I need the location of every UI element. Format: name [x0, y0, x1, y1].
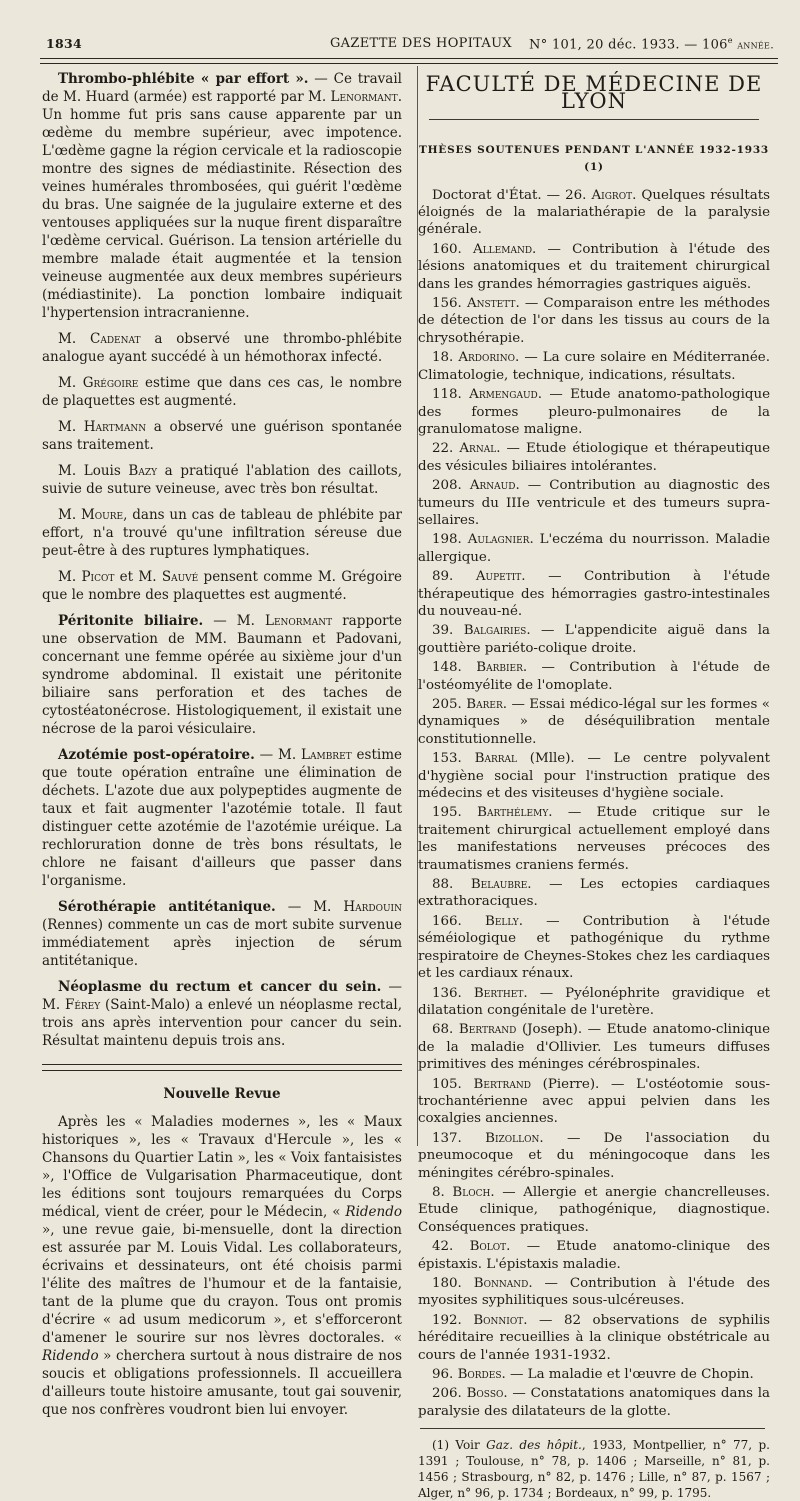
paragraph-ridendo	[42, 1113, 402, 1419]
heading-peritonite: Péritonite biliaire.	[58, 613, 204, 629]
thesis-author: Arnal	[459, 441, 497, 457]
thesis-entry	[418, 1238, 770, 1273]
author-name: Férey	[64, 997, 101, 1013]
thesis-title: . — Comparaison entre les méthodes de détection de l'or dans les tissus au cours de la chrysothérapie.	[418, 296, 770, 346]
thesis-number: 8.	[432, 1184, 453, 1200]
thesis-author: Armengaud	[469, 387, 538, 403]
thesis-number: 148.	[432, 660, 477, 676]
text: — M.	[203, 613, 265, 629]
thesis-entry	[418, 187, 770, 239]
right-column	[418, 70, 770, 1501]
text: — Ce travail de M. Huard (armée) est rapporté par M.	[42, 71, 402, 105]
text: (Saint-Malo) a enlevé un néoplasme rectal, trois ans après intervention pour cancer du sein. Résultat maintenu depuis trois ans.	[42, 997, 403, 1049]
text: — M.	[275, 899, 344, 915]
paragraph-neoplasme	[42, 978, 402, 1050]
thesis-title: (Joseph). — Etude anatomo-clinique de la maladie d'Ollivier. Les tumeurs diffuses primitives des méninges cérébrospinales.	[418, 1022, 770, 1073]
theses-title: THÈSES SOUTENUES PENDANT L'ANNÉE 1932-1933 (1)	[418, 143, 770, 174]
issue-sup: e	[727, 36, 733, 45]
thesis-entry	[418, 477, 770, 529]
thesis-title: . — Allergie et anergie chancrelleuses. Etude clinique, pathogénique, diagnostique. Conséquences pratiques.	[418, 1184, 770, 1235]
paragraph-moure	[42, 506, 402, 560]
heading-serotherapie: Sérothérapie antitétanique.	[58, 899, 276, 915]
text: M.	[58, 507, 81, 523]
thesis-author: Belly	[485, 913, 519, 929]
text: M. Louis	[58, 463, 129, 479]
thesis-number: 136.	[432, 985, 474, 1001]
author-name: Bazy	[128, 463, 158, 479]
thesis-entry	[418, 1076, 770, 1128]
thesis-entry	[418, 622, 770, 657]
footnote-rule	[420, 1428, 765, 1429]
paragraph-picot-sauve	[42, 568, 402, 604]
thesis-author: Bonnand	[473, 1276, 529, 1291]
thesis-entry	[418, 1312, 770, 1364]
author-name: Picot	[81, 569, 115, 585]
thesis-title: . — Pyélonéphrite gravidique et dilatation congénitale de l'uretère.	[418, 985, 770, 1018]
thesis-author: Barer	[466, 697, 503, 712]
thesis-entry	[418, 1366, 770, 1383]
text: » cherchera surtout à nous distraire de nos soucis et obligations professionnels. Il accueillera d'ailleurs toute histoire amusante, tout gai souvenir, que nos confrères voudront bien lui envoyer.	[42, 1348, 402, 1418]
text: estime que dans ces cas, le nombre de plaquettes est augmenté.	[42, 375, 403, 409]
heading-neoplasme: Néoplasme du rectum et cancer du sein.	[58, 979, 382, 995]
thesis-author: Bordes	[457, 1367, 502, 1383]
thesis-number: 205.	[432, 697, 467, 712]
thesis-number: 180.	[432, 1276, 474, 1291]
thesis-title: . — Constatations anatomiques dans la paralysie des dilatateurs de la glotte.	[418, 1386, 770, 1419]
thesis-title: . — Contribution à l'étude des lésions anatomiques et du traitement chirurgical dans les grandes hémorragies gastriques aiguës.	[418, 241, 770, 292]
thesis-title: . — Contribution à l'étude thérapeutique des hémorragies gastro-intestinales du nouveau-né.	[418, 569, 770, 619]
section-rule	[42, 1064, 402, 1071]
thesis-number: 192.	[432, 1312, 474, 1328]
left-column	[42, 70, 402, 1427]
thesis-author: Barbier	[476, 660, 523, 676]
header-rule	[40, 58, 778, 64]
text: Après les « Maladies modernes », les « Maux historiques », les « Travaux d'Hercule », les « Chansons du Quartier Latin », les « Voix fantaisistes », l'Office de Vulgarisation Pharmaceutique, dont les éditions sont toujours remarquées du Corps médical, vient de créer, pour le Médecin, «	[42, 1114, 402, 1220]
paragraph-peritonite	[42, 612, 402, 738]
thesis-title: . — La maladie et l'œuvre de Chopin.	[501, 1367, 754, 1383]
author-name: Cadenat	[89, 331, 141, 347]
thesis-author: Aulagnier	[467, 532, 530, 548]
thesis-entry	[418, 386, 770, 438]
thesis-title: . — 82 observations de syphilis héréditaire recueillies à la clinique obstétricale au cours de l'année 1931-1932.	[418, 1312, 770, 1363]
thesis-title: . Quelques résultats éloignés de la malariathérapie de la paralysie générale.	[418, 187, 770, 238]
thesis-entry	[418, 1275, 770, 1310]
paragraph-azotemie	[42, 746, 402, 890]
text: . Un homme fut pris sans cause apparente par un œdème du membre supérieur, avec impotence. L'œdème gagne la région cervicale et la radioscopie montre des signes de médiastinite. Résection des veines humérales thrombosées, qui guérit l'œdème du bras. Une saignée de la jugulaire externe et des ventouses appliquées sur la nuque firent disparaître l'œdème cervical. Guérison. La tension artérielle du membre malade était augmentée et la tension veineuse augmentée aux deux membres supérieurs (médiastinite). La ponction lombaire indiquait l'hypertension intracranienne.	[42, 89, 402, 321]
text: rapporte une observation de MM. Baumann et Padovani, concernant une femme opérée au sixième jour d'un syndrome abdominal. Il existait une péritonite biliaire sans perforation et des taches de cytostéatonécrose. Histologiquement, il existait une nécrose de la paroi vésiculaire.	[42, 613, 402, 737]
text: (1) Voir	[432, 1438, 487, 1453]
text: M.	[58, 331, 90, 347]
author-name: Lenormant	[264, 613, 333, 629]
text: M.	[58, 569, 82, 585]
paragraph-bazy	[42, 462, 402, 498]
author-name: Hardouin	[343, 899, 402, 915]
thesis-number: 96.	[432, 1367, 458, 1383]
thesis-entry	[418, 349, 770, 384]
issue-number: N° 101, 20 déc. 1933. — 106	[529, 37, 728, 53]
thesis-title: . — Contribution à l'étude des myosites syphilitiques sous-ulcéreuses.	[418, 1276, 770, 1309]
text: — M.	[42, 979, 402, 1013]
thesis-number: 160.	[432, 241, 474, 257]
thesis-number: 137.	[432, 1130, 486, 1146]
author-name: Grégoire	[82, 375, 139, 391]
thesis-number: 208.	[432, 478, 470, 494]
journal-title: GAZETTE DES HOPITAUX	[330, 36, 512, 51]
thesis-author: Bonniot	[473, 1312, 524, 1328]
thesis-number: 89.	[432, 569, 476, 585]
footnote	[418, 1437, 770, 1501]
thesis-entry	[418, 1021, 770, 1073]
text: M.	[58, 419, 84, 435]
thesis-title: . — La cure solaire en Méditerranée. Climatologie, technique, indications, résultats.	[418, 350, 770, 383]
thesis-number: 195.	[432, 805, 478, 821]
thesis-title: . — Etude anatomo-pathologique des formes pleuro-pulmonaires de la granulomatose maligne.	[418, 387, 771, 437]
thesis-number: 153.	[432, 751, 475, 767]
thesis-author: Aigrot	[591, 187, 633, 203]
thesis-title: . — Essai médico-légal sur les formes « dynamiques » de déséquilibration mentale constitutionnelle.	[418, 697, 770, 747]
thesis-entry	[418, 876, 770, 911]
text: , 1933, Montpellier, n° 77, p. 1391 ; Toulouse, n° 78, p. 1406 ; Marseille, n° 81, p. 1456 ; Strasbourg, n° 82, p. 1476 ; Lille, n° 87, p. 1567 ; Alger, n° 96, p. 1734 ; Bordeaux, n° 99, p. 1795.	[418, 1438, 770, 1501]
journal-abbrev: Gaz. des hôpit.	[486, 1438, 582, 1453]
thesis-number: 18.	[432, 350, 459, 366]
thesis-number: 156.	[432, 296, 467, 312]
faculty-rule	[429, 119, 759, 120]
thesis-author: Barral	[474, 751, 517, 767]
thesis-author: Allemand	[473, 241, 533, 257]
text: , dans un cas de tableau de phlébite par effort, n'a trouvé qu'une infiltration séreuse due peut-être à des ruptures lymphatiques.	[42, 507, 403, 559]
thesis-entry	[418, 440, 770, 475]
thesis-entry	[418, 531, 770, 566]
thesis-entry	[418, 659, 770, 694]
thesis-number: 105.	[432, 1076, 474, 1092]
thesis-number: 166.	[432, 913, 485, 929]
revue-title: Ridendo	[345, 1204, 402, 1220]
thesis-number: 42.	[432, 1239, 470, 1255]
text: M.	[58, 375, 83, 391]
issue-year-word: année.	[737, 38, 774, 52]
text: a pratiqué l'ablation des caillots, suivie de suture veineuse, avec très bon résultat.	[42, 463, 403, 497]
thesis-author: Aupetit	[475, 569, 522, 585]
section-title-nouvelle-revue: Nouvelle Revue	[163, 1086, 281, 1102]
text: », une revue gaie, bi-mensuelle, dont la direction est assurée par M. Louis Vidal. Les collaborateurs, écrivains et dessinateurs, ont été choisis parmi l'élite des maîtres de l'humour et de la fantaisie, tant de la plume que du crayon. Tous ont promis d'écrire « ad usum medicorum », et s'efforceront d'amener le sourire sur nos lèvres doctorales. «	[42, 1222, 402, 1346]
thesis-entry	[418, 696, 770, 748]
theses-list	[418, 187, 770, 1421]
author-name: Lenormant	[330, 89, 398, 105]
thesis-title: . — L'appendicite aiguë dans la gouttière pariéto-colique droite.	[418, 623, 770, 656]
thesis-author: Balgairies	[463, 623, 527, 639]
thesis-author: Bloch	[452, 1184, 491, 1200]
author-name: Lambret	[301, 747, 352, 763]
thesis-author: Belaubre	[470, 877, 528, 893]
author-name: Sauvé	[161, 569, 199, 585]
thesis-title: . — Les ectopies cardiaques extrathoraciques.	[418, 877, 770, 910]
author-name: Hartmann	[83, 419, 147, 435]
thesis-number: 198.	[432, 532, 468, 548]
thesis-title: (Mlle). — Le centre polyvalent d'hygiène social pour l'instruction pratique des médecins et des visiteuses d'hygiène sociale.	[418, 751, 770, 802]
thesis-entry	[418, 1385, 770, 1420]
thesis-title: . — Etude étiologique et thérapeutique des vésicules biliaires intolérantes.	[418, 441, 770, 474]
thesis-author: Bertrand	[473, 1076, 531, 1092]
text: a observé une thrombo-phlébite analogue ayant succédé à un hémothorax infecté.	[42, 331, 402, 365]
thesis-entry	[418, 1184, 770, 1236]
thesis-title: . L'eczéma du nourrisson. Maladie allergique.	[418, 532, 770, 565]
thesis-title: . — Etude anatomo-clinique des épistaxis. L'épistaxis maladie.	[418, 1239, 770, 1272]
thesis-author: Anstett	[466, 296, 516, 312]
thesis-entry	[418, 568, 770, 620]
thesis-entry	[418, 913, 770, 983]
thesis-number: 88.	[432, 877, 471, 893]
thesis-number: 39.	[432, 623, 464, 639]
thesis-author: Bertrand	[458, 1022, 517, 1038]
thesis-title: (Pierre). — L'ostéotomie sous-trochantérienne avec appui pelvien dans les coxalgies anciennes.	[418, 1076, 770, 1127]
thesis-author: Ardorino	[458, 350, 515, 366]
thesis-entry	[418, 804, 770, 874]
thesis-entry	[418, 295, 770, 347]
page-header	[46, 32, 776, 56]
thesis-author: Bolot	[469, 1239, 507, 1255]
author-name: Moure	[80, 507, 124, 523]
text: pensent comme M. Grégoire que le nombre des plaquettes est augmenté.	[42, 569, 403, 603]
text: et M.	[114, 569, 162, 585]
thesis-entry	[418, 985, 770, 1020]
faculty-title: FACULTÉ DE MÉDECINE DE LYON	[425, 72, 763, 114]
page-number: 1834	[46, 36, 82, 51]
thesis-number: 206.	[432, 1386, 467, 1402]
thesis-author: Barthélemy	[477, 805, 549, 821]
thesis-author: Bizollon	[485, 1130, 540, 1146]
thesis-title: . — Contribution à l'étude séméiologique et pathogénique du rythme respiratoire de Cheynes-Stokes chez les cardiaques et les cardiaux rénaux.	[418, 913, 770, 982]
thesis-title: . — Contribution au diagnostic des tumeurs du IIIe ventricule et des tumeurs supra-sellaires.	[418, 478, 770, 528]
thesis-title: . — Contribution à l'étude de l'ostéomyélite de l'omoplate.	[418, 660, 770, 693]
thesis-number: 118.	[432, 387, 470, 403]
thesis-entry	[418, 750, 770, 802]
thesis-author: Bosso	[466, 1386, 504, 1402]
thesis-title: . — De l'association du pneumocoque et du méningocoque dans les méningites cérébro-spinales.	[418, 1130, 770, 1181]
issue-info	[529, 36, 774, 52]
paragraph-serotherapie	[42, 898, 402, 970]
text: — M.	[254, 747, 302, 763]
thesis-number: 68.	[432, 1022, 459, 1038]
thesis-number: Doctorat d'État. — 26.	[432, 187, 592, 203]
thesis-author: Arnaud	[469, 478, 516, 494]
paragraph-cadenat	[42, 330, 402, 366]
paragraph-hartmann	[42, 418, 402, 454]
text: a observé une guérison spontanée sans traitement.	[42, 419, 403, 453]
text: (Rennes) commente un cas de mort subite survenue immédiatement après injection de sérum antitétanique.	[42, 917, 402, 969]
thesis-author: Berthet	[473, 985, 524, 1001]
text: estime que toute opération entraîne une élimination de déchets. L'azote due aux polypeptides augmente de taux et fait augmenter l'azotémie totale. Il faut distinguer cette azotémie de l'azotémie uréique. La rechloruration donne de très bons résultats, le chlore ne faisant d'ailleurs que passer dans l'organisme.	[42, 747, 402, 889]
revue-title: Ridendo	[42, 1348, 99, 1364]
heading-azotemie: Azotémie post-opératoire.	[58, 747, 255, 763]
thesis-number: 22.	[432, 441, 460, 457]
thesis-entry	[418, 241, 770, 293]
heading-thrombo: Thrombo-phlébite « par effort ».	[58, 71, 309, 87]
thesis-title: . — Etude critique sur le traitement chirurgical actuellement employé dans les manifestations nerveuses précoces des traumatismes craniens fermés.	[418, 805, 770, 873]
paragraph-thrombo-phlebite	[42, 70, 402, 322]
paragraph-gregoire	[42, 374, 402, 410]
